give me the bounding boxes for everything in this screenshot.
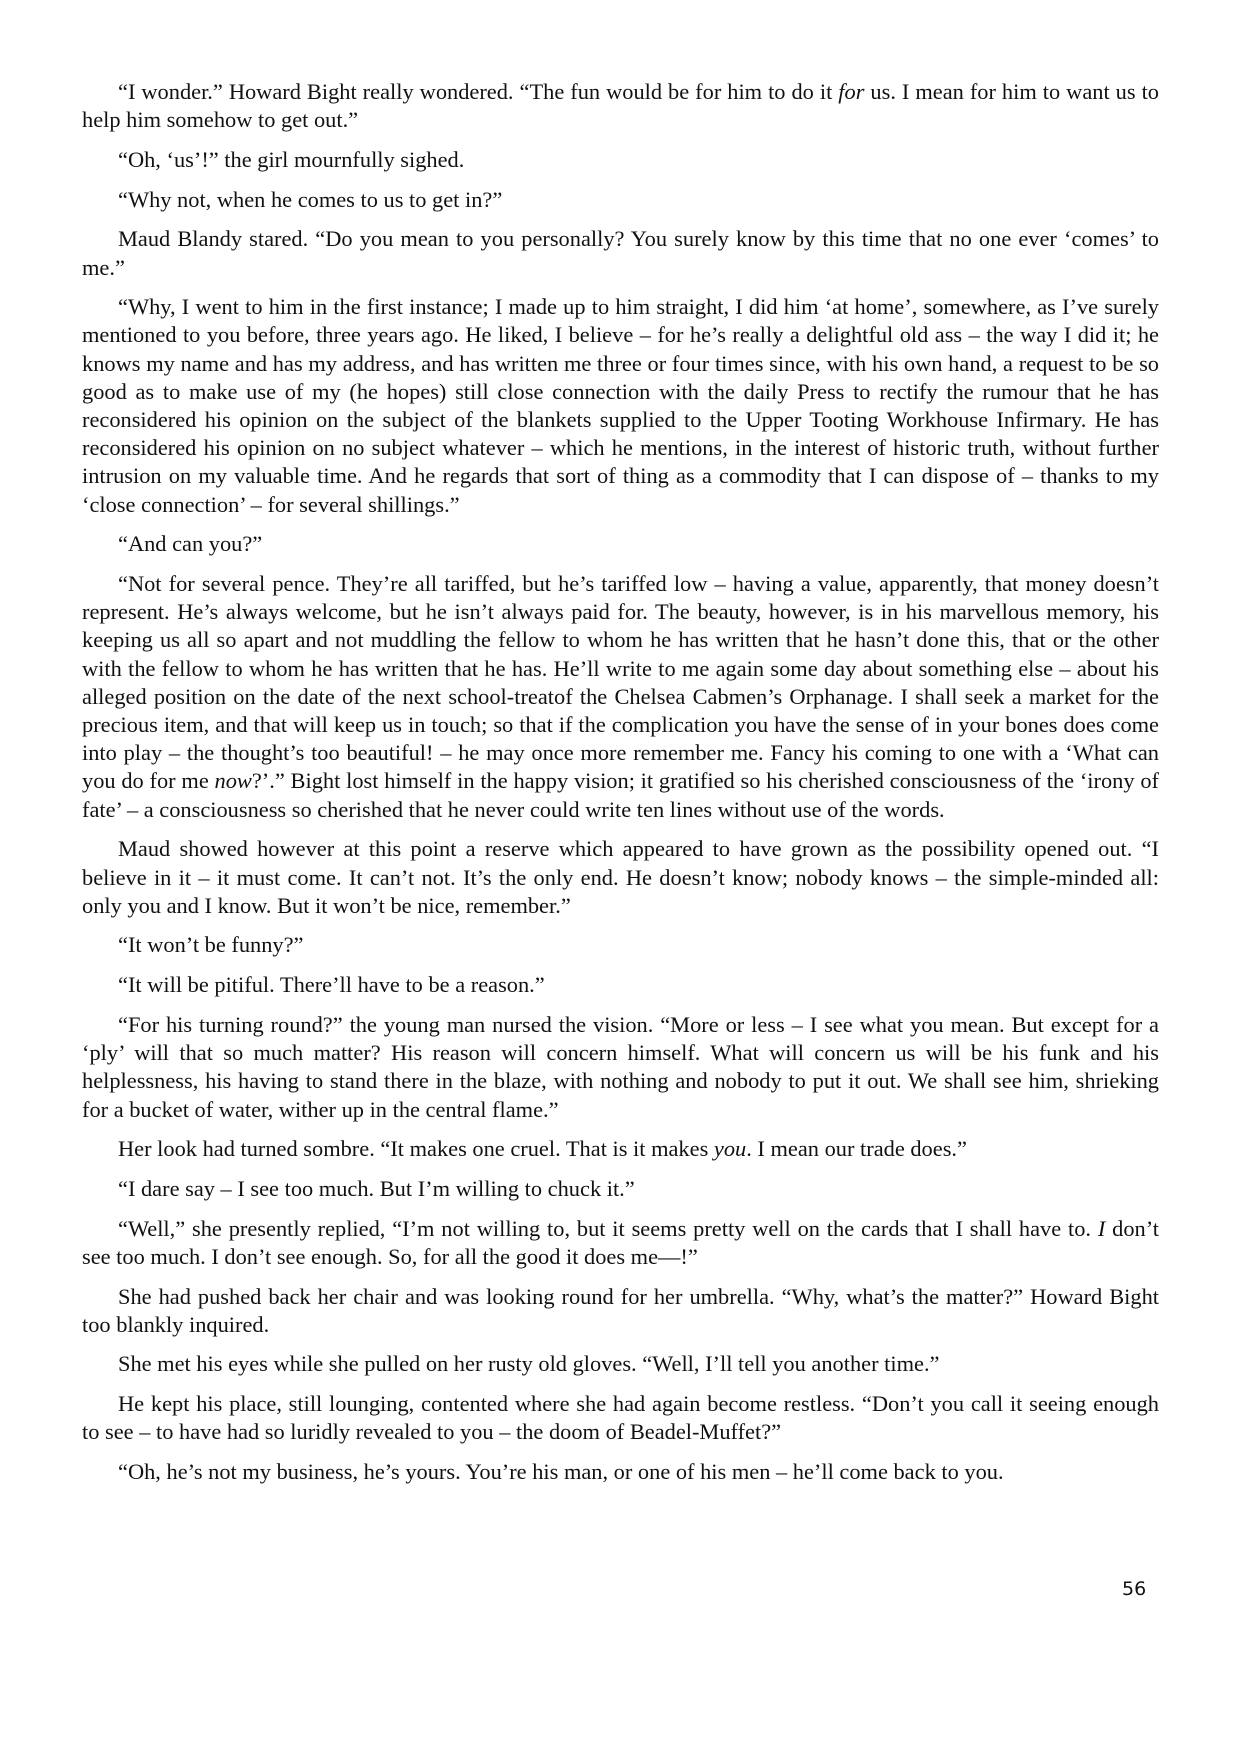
paragraph-text: “Why, I went to him in the first instance; I made up to him straight, I did him ‘at home’, somewhere, as I’ve surely mentioned to you before, three years ago. He liked, I believe – for he’s really a delightful old ass – the way I did it; he knows my name and has my address, and has written me three or four times since, with his own hand, a request to be so good as to make use of my (he hopes) still close connection with the daily Press to rectify the rumour that he has reconsidered his opinion on the subject of the blankets supplied to the Upper Tooting Workhouse Infirmary. He has reconsidered his opinion on no subject whatever – which he mentions, in the interest of historic truth, without further intrusion on my valuable time. And he regards that sort of thing as a commodity that I can dispose of – thanks to my ‘close connection’ – for several shillings.” — [82, 294, 1159, 517]
paragraph — [82, 225, 1159, 281]
paragraph-text: “And can you?” — [118, 531, 263, 557]
paragraph-text: She met his eyes while she pulled on her rusty old gloves. “Well, I’ll tell you another time.” — [118, 1351, 940, 1377]
paragraph-text: “Why not, when he comes to us to get in?” — [118, 186, 503, 212]
paragraph — [82, 1175, 1159, 1203]
paragraph — [82, 78, 1159, 134]
italic-text: for — [838, 79, 865, 104]
paragraph — [82, 570, 1159, 824]
paragraph-text: “It will be pitiful. There’ll have to be a reason.” — [118, 972, 545, 998]
paragraph — [82, 530, 1159, 558]
paragraph — [82, 931, 1159, 959]
paragraph — [82, 1458, 1159, 1486]
paragraph-text: “I dare say – I see too much. But I’m willing to chuck it.” — [118, 1175, 635, 1201]
paragraph — [82, 1011, 1159, 1124]
paragraph — [82, 835, 1159, 920]
paragraph — [82, 1350, 1159, 1378]
paragraph-text: He kept his place, still lounging, contented where she had again become restless. “Don’t you call it seeing enough to see – to have had so luridly revealed to you – the doom of Beadel-Muffet?” — [82, 1391, 1159, 1445]
paragraph — [82, 1215, 1159, 1271]
paragraph-text: “Oh, he’s not my business, he’s yours. You’re his man, or one of his men – he’ll come back to you. — [118, 1459, 1004, 1485]
italic-text: now — [214, 768, 252, 794]
paragraph-text: Maud Blandy stared. “Do you mean to you personally? You surely know by this time that no one ever ‘comes’ to me.” — [82, 226, 1159, 280]
paragraph-text: ?’.” Bight lost himself in the happy vision; it gratified so his cherished consciousness of the ‘irony of fate’ – a consciousness so cherished that he never could write ten lines without use of the words. — [82, 768, 1159, 822]
paragraph-text: She had pushed back her chair and was looking round for her umbrella. “Why, what’s the matter?” Howard Bight too blankly inquired. — [82, 1283, 1159, 1337]
paragraph-text: . I mean our trade does.” — [746, 1136, 967, 1162]
paragraph — [82, 146, 1159, 174]
paragraph-text: Her look had turned sombre. “It makes one cruel. That is it makes — [118, 1136, 714, 1162]
paragraph-text: “Not for several pence. They’re all tariffed, but he’s tariffed low – having a value, apparently, that money doesn’t represent. He’s always welcome, but he isn’t always paid for. The beauty, however, is in his marvellous memory, his keeping us all so apart and not muddling the fellow to whom he has written that he hasn’t done this, that or the other with the fellow to whom he has written that he has. He’ll write to me again some day about something else – about his alleged position on the date of the next school-treatof the Chelsea Cabmen’s Orphanage. I shall seek a market for the precious item, and that will keep us in touch; so that if the complication you have the sense of in your bones does come into play – the thought’s too beautiful! – he may once more remember me. Fancy his coming to one with a ‘What can you do for me — [82, 571, 1159, 794]
page-text — [82, 78, 1159, 1486]
paragraph-text: “I wonder.” Howard Bight really wondered. “The fun would be for him to do it — [118, 79, 839, 104]
page-number: 56 — [1122, 1578, 1147, 1600]
paragraph-text: don’t see too much. I don’t see enough. So, for all the good it does me—!” — [82, 1215, 1159, 1269]
paragraph-text: “Well,” she presently replied, “I’m not willing to, but it seems pretty well on the cards that I shall have to. — [118, 1215, 1098, 1241]
italic-text: you — [713, 1136, 747, 1162]
italic-text: I — [1097, 1215, 1106, 1241]
paragraph-text: us. I mean for him to want us to help him somehow to get out.” — [82, 79, 1159, 133]
paragraph — [82, 1283, 1159, 1339]
paragraph-text: Maud showed however at this point a reserve which appeared to have grown as the possibility opened out. “I believe in it – it must come. It can’t not. It’s the only end. He doesn’t know; nobody knows – the simple-minded all: only you and I know. But it won’t be nice, remember.” — [82, 836, 1159, 918]
paragraph — [82, 1390, 1159, 1446]
paragraph — [82, 186, 1159, 214]
paragraph — [82, 293, 1159, 519]
paragraph-text: “For his turning round?” the young man nursed the vision. “More or less – I see what you mean. But except for a ‘ply’ will that so much matter? His reason will concern himself. What will concern us will be his funk and his helplessness, his having to stand there in the blaze, with nothing and nobody to put it out. We shall see him, shrieking for a bucket of water, wither up in the central flame.” — [82, 1011, 1159, 1122]
paragraph-text: “Oh, ‘us’!” the girl mournfully sighed. — [118, 146, 465, 172]
paragraph — [82, 1135, 1159, 1163]
paragraph — [82, 971, 1159, 999]
paragraph-text: “It won’t be funny?” — [118, 932, 304, 958]
